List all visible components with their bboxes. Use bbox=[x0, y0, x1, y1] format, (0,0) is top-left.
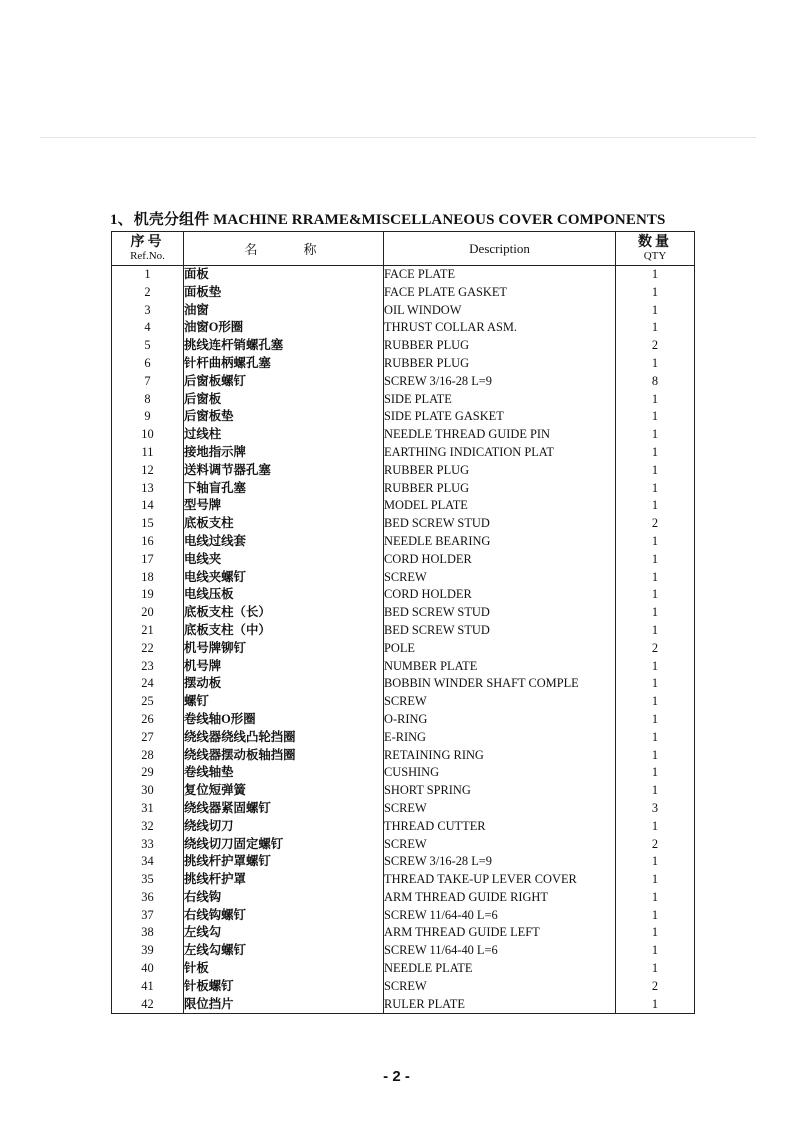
qty-cell: 1 bbox=[616, 658, 695, 676]
description-cell: E-RING bbox=[384, 729, 616, 747]
description-cell: SIDE PLATE GASKET bbox=[384, 408, 616, 426]
name-cell: 电线夹螺钉 bbox=[184, 569, 384, 587]
table-row bbox=[112, 711, 695, 729]
qty-cell: 1 bbox=[616, 853, 695, 871]
ref-cell: 4 bbox=[112, 319, 184, 337]
qty-cell: 1 bbox=[616, 818, 695, 836]
ref-cell: 14 bbox=[112, 497, 184, 515]
table-row bbox=[112, 266, 695, 284]
ref-cell: 31 bbox=[112, 800, 184, 818]
header-name bbox=[184, 232, 384, 266]
qty-cell: 2 bbox=[616, 515, 695, 533]
description-cell: NUMBER PLATE bbox=[384, 658, 616, 676]
qty-cell: 1 bbox=[616, 533, 695, 551]
table-row bbox=[112, 426, 695, 444]
qty-cell: 1 bbox=[616, 996, 695, 1014]
description-cell: SCREW bbox=[384, 693, 616, 711]
description-cell: ARM THREAD GUIDE LEFT bbox=[384, 924, 616, 942]
qty-cell: 1 bbox=[616, 907, 695, 925]
ref-cell: 22 bbox=[112, 640, 184, 658]
name-cell: 面板垫 bbox=[184, 284, 384, 302]
table-row bbox=[112, 284, 695, 302]
ref-cell: 19 bbox=[112, 586, 184, 604]
ref-cell: 20 bbox=[112, 604, 184, 622]
description-cell: NEEDLE THREAD GUIDE PIN bbox=[384, 426, 616, 444]
table-row bbox=[112, 373, 695, 391]
ref-cell: 36 bbox=[112, 889, 184, 907]
qty-cell: 1 bbox=[616, 569, 695, 587]
name-cell: 电线夹 bbox=[184, 551, 384, 569]
name-cell: 油窗 bbox=[184, 302, 384, 320]
table-row bbox=[112, 319, 695, 337]
description-cell: NEEDLE BEARING bbox=[384, 533, 616, 551]
table-row bbox=[112, 497, 695, 515]
table-row bbox=[112, 747, 695, 765]
ref-cell: 17 bbox=[112, 551, 184, 569]
qty-cell: 1 bbox=[616, 462, 695, 480]
ref-cell: 9 bbox=[112, 408, 184, 426]
ref-cell: 28 bbox=[112, 747, 184, 765]
table-row bbox=[112, 480, 695, 498]
description-cell: SCREW 3/16-28 L=9 bbox=[384, 373, 616, 391]
table-row bbox=[112, 693, 695, 711]
description-cell: BED SCREW STUD bbox=[384, 604, 616, 622]
ref-cell: 21 bbox=[112, 622, 184, 640]
qty-cell: 1 bbox=[616, 604, 695, 622]
name-cell: 右线钩 bbox=[184, 889, 384, 907]
description-cell: SCREW 11/64-40 L=6 bbox=[384, 907, 616, 925]
name-cell: 底板支柱 bbox=[184, 515, 384, 533]
ref-cell: 1 bbox=[112, 266, 184, 284]
table-row bbox=[112, 622, 695, 640]
description-cell: RUBBER PLUG bbox=[384, 355, 616, 373]
ref-cell: 33 bbox=[112, 836, 184, 854]
name-cell: 送料调节器孔塞 bbox=[184, 462, 384, 480]
description-cell: THREAD CUTTER bbox=[384, 818, 616, 836]
description-cell: RUBBER PLUG bbox=[384, 462, 616, 480]
name-cell: 电线压板 bbox=[184, 586, 384, 604]
name-cell: 针板 bbox=[184, 960, 384, 978]
qty-cell: 1 bbox=[616, 675, 695, 693]
table-row bbox=[112, 551, 695, 569]
qty-cell: 3 bbox=[616, 800, 695, 818]
qty-cell: 1 bbox=[616, 889, 695, 907]
qty-cell: 1 bbox=[616, 924, 695, 942]
name-cell: 后窗板螺钉 bbox=[184, 373, 384, 391]
table-row bbox=[112, 355, 695, 373]
description-cell: BOBBIN WINDER SHAFT COMPLE bbox=[384, 675, 616, 693]
table-row bbox=[112, 871, 695, 889]
name-cell: 挑线杆护罩 bbox=[184, 871, 384, 889]
table-row bbox=[112, 889, 695, 907]
header-qty-cn: 数量 bbox=[638, 234, 672, 250]
name-cell: 机号牌铆钉 bbox=[184, 640, 384, 658]
name-cell: 针杆曲柄螺孔塞 bbox=[184, 355, 384, 373]
name-cell: 后窗板垫 bbox=[184, 408, 384, 426]
name-cell: 绕线器紧固螺钉 bbox=[184, 800, 384, 818]
name-cell: 复位短弹簧 bbox=[184, 782, 384, 800]
qty-cell: 1 bbox=[616, 319, 695, 337]
qty-cell: 1 bbox=[616, 586, 695, 604]
table-row bbox=[112, 533, 695, 551]
name-cell: 绕线切刀固定螺钉 bbox=[184, 836, 384, 854]
description-cell: SCREW bbox=[384, 569, 616, 587]
table-row bbox=[112, 853, 695, 871]
name-cell: 绕线切刀 bbox=[184, 818, 384, 836]
name-cell: 卷线轴O形圈 bbox=[184, 711, 384, 729]
ref-cell: 34 bbox=[112, 853, 184, 871]
name-cell: 面板 bbox=[184, 266, 384, 284]
name-cell: 底板支柱（长） bbox=[184, 604, 384, 622]
name-cell: 螺钉 bbox=[184, 693, 384, 711]
table-row bbox=[112, 907, 695, 925]
header-qty-en: QTY bbox=[643, 249, 667, 262]
ref-cell: 32 bbox=[112, 818, 184, 836]
name-cell: 型号牌 bbox=[184, 497, 384, 515]
qty-cell: 1 bbox=[616, 266, 695, 284]
name-cell: 油窗O形圈 bbox=[184, 319, 384, 337]
table-row bbox=[112, 800, 695, 818]
ref-cell: 42 bbox=[112, 996, 184, 1014]
name-cell: 挑线杆护罩螺钉 bbox=[184, 853, 384, 871]
ref-cell: 26 bbox=[112, 711, 184, 729]
ref-cell: 29 bbox=[112, 764, 184, 782]
qty-cell: 1 bbox=[616, 747, 695, 765]
ref-cell: 6 bbox=[112, 355, 184, 373]
name-cell: 电线过线套 bbox=[184, 533, 384, 551]
description-cell: THREAD TAKE-UP LEVER COVER bbox=[384, 871, 616, 889]
qty-cell: 1 bbox=[616, 764, 695, 782]
table-row bbox=[112, 942, 695, 960]
table-row bbox=[112, 675, 695, 693]
qty-cell: 1 bbox=[616, 622, 695, 640]
qty-cell: 1 bbox=[616, 942, 695, 960]
ref-cell: 25 bbox=[112, 693, 184, 711]
table-row bbox=[112, 836, 695, 854]
qty-cell: 1 bbox=[616, 480, 695, 498]
table-row bbox=[112, 764, 695, 782]
qty-cell: 1 bbox=[616, 729, 695, 747]
table-row bbox=[112, 408, 695, 426]
table-row bbox=[112, 640, 695, 658]
name-cell: 下轴盲孔塞 bbox=[184, 480, 384, 498]
header-description: Description bbox=[384, 232, 616, 266]
table-row bbox=[112, 515, 695, 533]
description-cell: BED SCREW STUD bbox=[384, 515, 616, 533]
qty-cell: 1 bbox=[616, 871, 695, 889]
table-row bbox=[112, 569, 695, 587]
table-row bbox=[112, 604, 695, 622]
table-row bbox=[112, 586, 695, 604]
section-number: 1、 bbox=[110, 212, 133, 228]
qty-cell: 1 bbox=[616, 408, 695, 426]
ref-cell: 24 bbox=[112, 675, 184, 693]
table-row bbox=[112, 462, 695, 480]
table-row bbox=[112, 978, 695, 996]
qty-cell: 2 bbox=[616, 836, 695, 854]
section-title-en: MACHINE RRAME&MISCELLANEOUS COVER COMPONENTS bbox=[213, 212, 666, 228]
table-header-row bbox=[112, 232, 695, 266]
description-cell: SCREW 3/16-28 L=9 bbox=[384, 853, 616, 871]
description-cell: RULER PLATE bbox=[384, 996, 616, 1014]
ref-cell: 2 bbox=[112, 284, 184, 302]
ref-cell: 37 bbox=[112, 907, 184, 925]
header-ref-cn: 序号 bbox=[130, 234, 165, 250]
table-row bbox=[112, 302, 695, 320]
ref-cell: 27 bbox=[112, 729, 184, 747]
name-cell: 右线钩螺钉 bbox=[184, 907, 384, 925]
table-row bbox=[112, 960, 695, 978]
description-cell: THRUST COLLAR ASM. bbox=[384, 319, 616, 337]
description-cell: CUSHING bbox=[384, 764, 616, 782]
name-cell: 限位挡片 bbox=[184, 996, 384, 1014]
table-row bbox=[112, 337, 695, 355]
qty-cell: 1 bbox=[616, 444, 695, 462]
name-cell: 左线勾螺钉 bbox=[184, 942, 384, 960]
ref-cell: 40 bbox=[112, 960, 184, 978]
ref-cell: 11 bbox=[112, 444, 184, 462]
ref-cell: 16 bbox=[112, 533, 184, 551]
table-row bbox=[112, 444, 695, 462]
qty-cell: 8 bbox=[616, 373, 695, 391]
ref-cell: 18 bbox=[112, 569, 184, 587]
ref-cell: 39 bbox=[112, 942, 184, 960]
name-cell: 后窗板 bbox=[184, 391, 384, 409]
description-cell: BED SCREW STUD bbox=[384, 622, 616, 640]
description-cell: MODEL PLATE bbox=[384, 497, 616, 515]
name-cell: 底板支柱（中） bbox=[184, 622, 384, 640]
qty-cell: 1 bbox=[616, 355, 695, 373]
ref-cell: 38 bbox=[112, 924, 184, 942]
scan-artifact-line bbox=[40, 137, 756, 138]
header-qty bbox=[616, 232, 695, 266]
qty-cell: 1 bbox=[616, 426, 695, 444]
table-row bbox=[112, 818, 695, 836]
description-cell: OIL WINDOW bbox=[384, 302, 616, 320]
section-title-cn: 机壳分组件 bbox=[133, 212, 210, 228]
ref-cell: 23 bbox=[112, 658, 184, 676]
ref-cell: 41 bbox=[112, 978, 184, 996]
page-number: - 2 - bbox=[383, 1068, 410, 1085]
qty-cell: 1 bbox=[616, 391, 695, 409]
description-cell: CORD HOLDER bbox=[384, 551, 616, 569]
description-cell: SHORT SPRING bbox=[384, 782, 616, 800]
parts-table bbox=[111, 231, 695, 1014]
header-ref-en: Ref.No. bbox=[130, 249, 165, 262]
name-cell: 针板螺钉 bbox=[184, 978, 384, 996]
description-cell: ARM THREAD GUIDE RIGHT bbox=[384, 889, 616, 907]
table-row bbox=[112, 996, 695, 1014]
description-cell: RETAINING RING bbox=[384, 747, 616, 765]
qty-cell: 2 bbox=[616, 640, 695, 658]
description-cell: NEEDLE PLATE bbox=[384, 960, 616, 978]
name-cell: 绕线器摆动板轴挡圈 bbox=[184, 747, 384, 765]
name-cell: 左线勾 bbox=[184, 924, 384, 942]
description-cell: SCREW bbox=[384, 978, 616, 996]
table-row bbox=[112, 391, 695, 409]
name-cell: 接地指示牌 bbox=[184, 444, 384, 462]
description-cell: O-RING bbox=[384, 711, 616, 729]
name-cell: 摆动板 bbox=[184, 675, 384, 693]
description-cell: SCREW bbox=[384, 800, 616, 818]
table-row bbox=[112, 729, 695, 747]
name-cell: 机号牌 bbox=[184, 658, 384, 676]
ref-cell: 3 bbox=[112, 302, 184, 320]
qty-cell: 1 bbox=[616, 693, 695, 711]
qty-cell: 1 bbox=[616, 497, 695, 515]
section-title bbox=[110, 208, 710, 229]
table-row bbox=[112, 782, 695, 800]
description-cell: SIDE PLATE bbox=[384, 391, 616, 409]
description-cell: FACE PLATE GASKET bbox=[384, 284, 616, 302]
qty-cell: 1 bbox=[616, 302, 695, 320]
description-cell: RUBBER PLUG bbox=[384, 480, 616, 498]
ref-cell: 7 bbox=[112, 373, 184, 391]
name-cell: 卷线轴垫 bbox=[184, 764, 384, 782]
table-row bbox=[112, 658, 695, 676]
ref-cell: 15 bbox=[112, 515, 184, 533]
ref-cell: 13 bbox=[112, 480, 184, 498]
ref-cell: 12 bbox=[112, 462, 184, 480]
header-name-label: 名称 bbox=[244, 242, 363, 257]
ref-cell: 10 bbox=[112, 426, 184, 444]
parts-table-body bbox=[112, 266, 695, 1014]
name-cell: 绕线器绕线凸轮挡圈 bbox=[184, 729, 384, 747]
description-cell: CORD HOLDER bbox=[384, 586, 616, 604]
name-cell: 挑线连杆销螺孔塞 bbox=[184, 337, 384, 355]
qty-cell: 1 bbox=[616, 711, 695, 729]
description-cell: EARTHING INDICATION PLAT bbox=[384, 444, 616, 462]
name-cell: 过线柱 bbox=[184, 426, 384, 444]
description-cell: RUBBER PLUG bbox=[384, 337, 616, 355]
ref-cell: 35 bbox=[112, 871, 184, 889]
qty-cell: 1 bbox=[616, 284, 695, 302]
ref-cell: 8 bbox=[112, 391, 184, 409]
qty-cell: 2 bbox=[616, 978, 695, 996]
qty-cell: 1 bbox=[616, 960, 695, 978]
qty-cell: 1 bbox=[616, 782, 695, 800]
header-ref bbox=[112, 232, 184, 266]
description-cell: SCREW bbox=[384, 836, 616, 854]
description-cell: SCREW 11/64-40 L=6 bbox=[384, 942, 616, 960]
description-cell: FACE PLATE bbox=[384, 266, 616, 284]
ref-cell: 30 bbox=[112, 782, 184, 800]
ref-cell: 5 bbox=[112, 337, 184, 355]
table-row bbox=[112, 924, 695, 942]
description-cell: POLE bbox=[384, 640, 616, 658]
qty-cell: 1 bbox=[616, 551, 695, 569]
qty-cell: 2 bbox=[616, 337, 695, 355]
